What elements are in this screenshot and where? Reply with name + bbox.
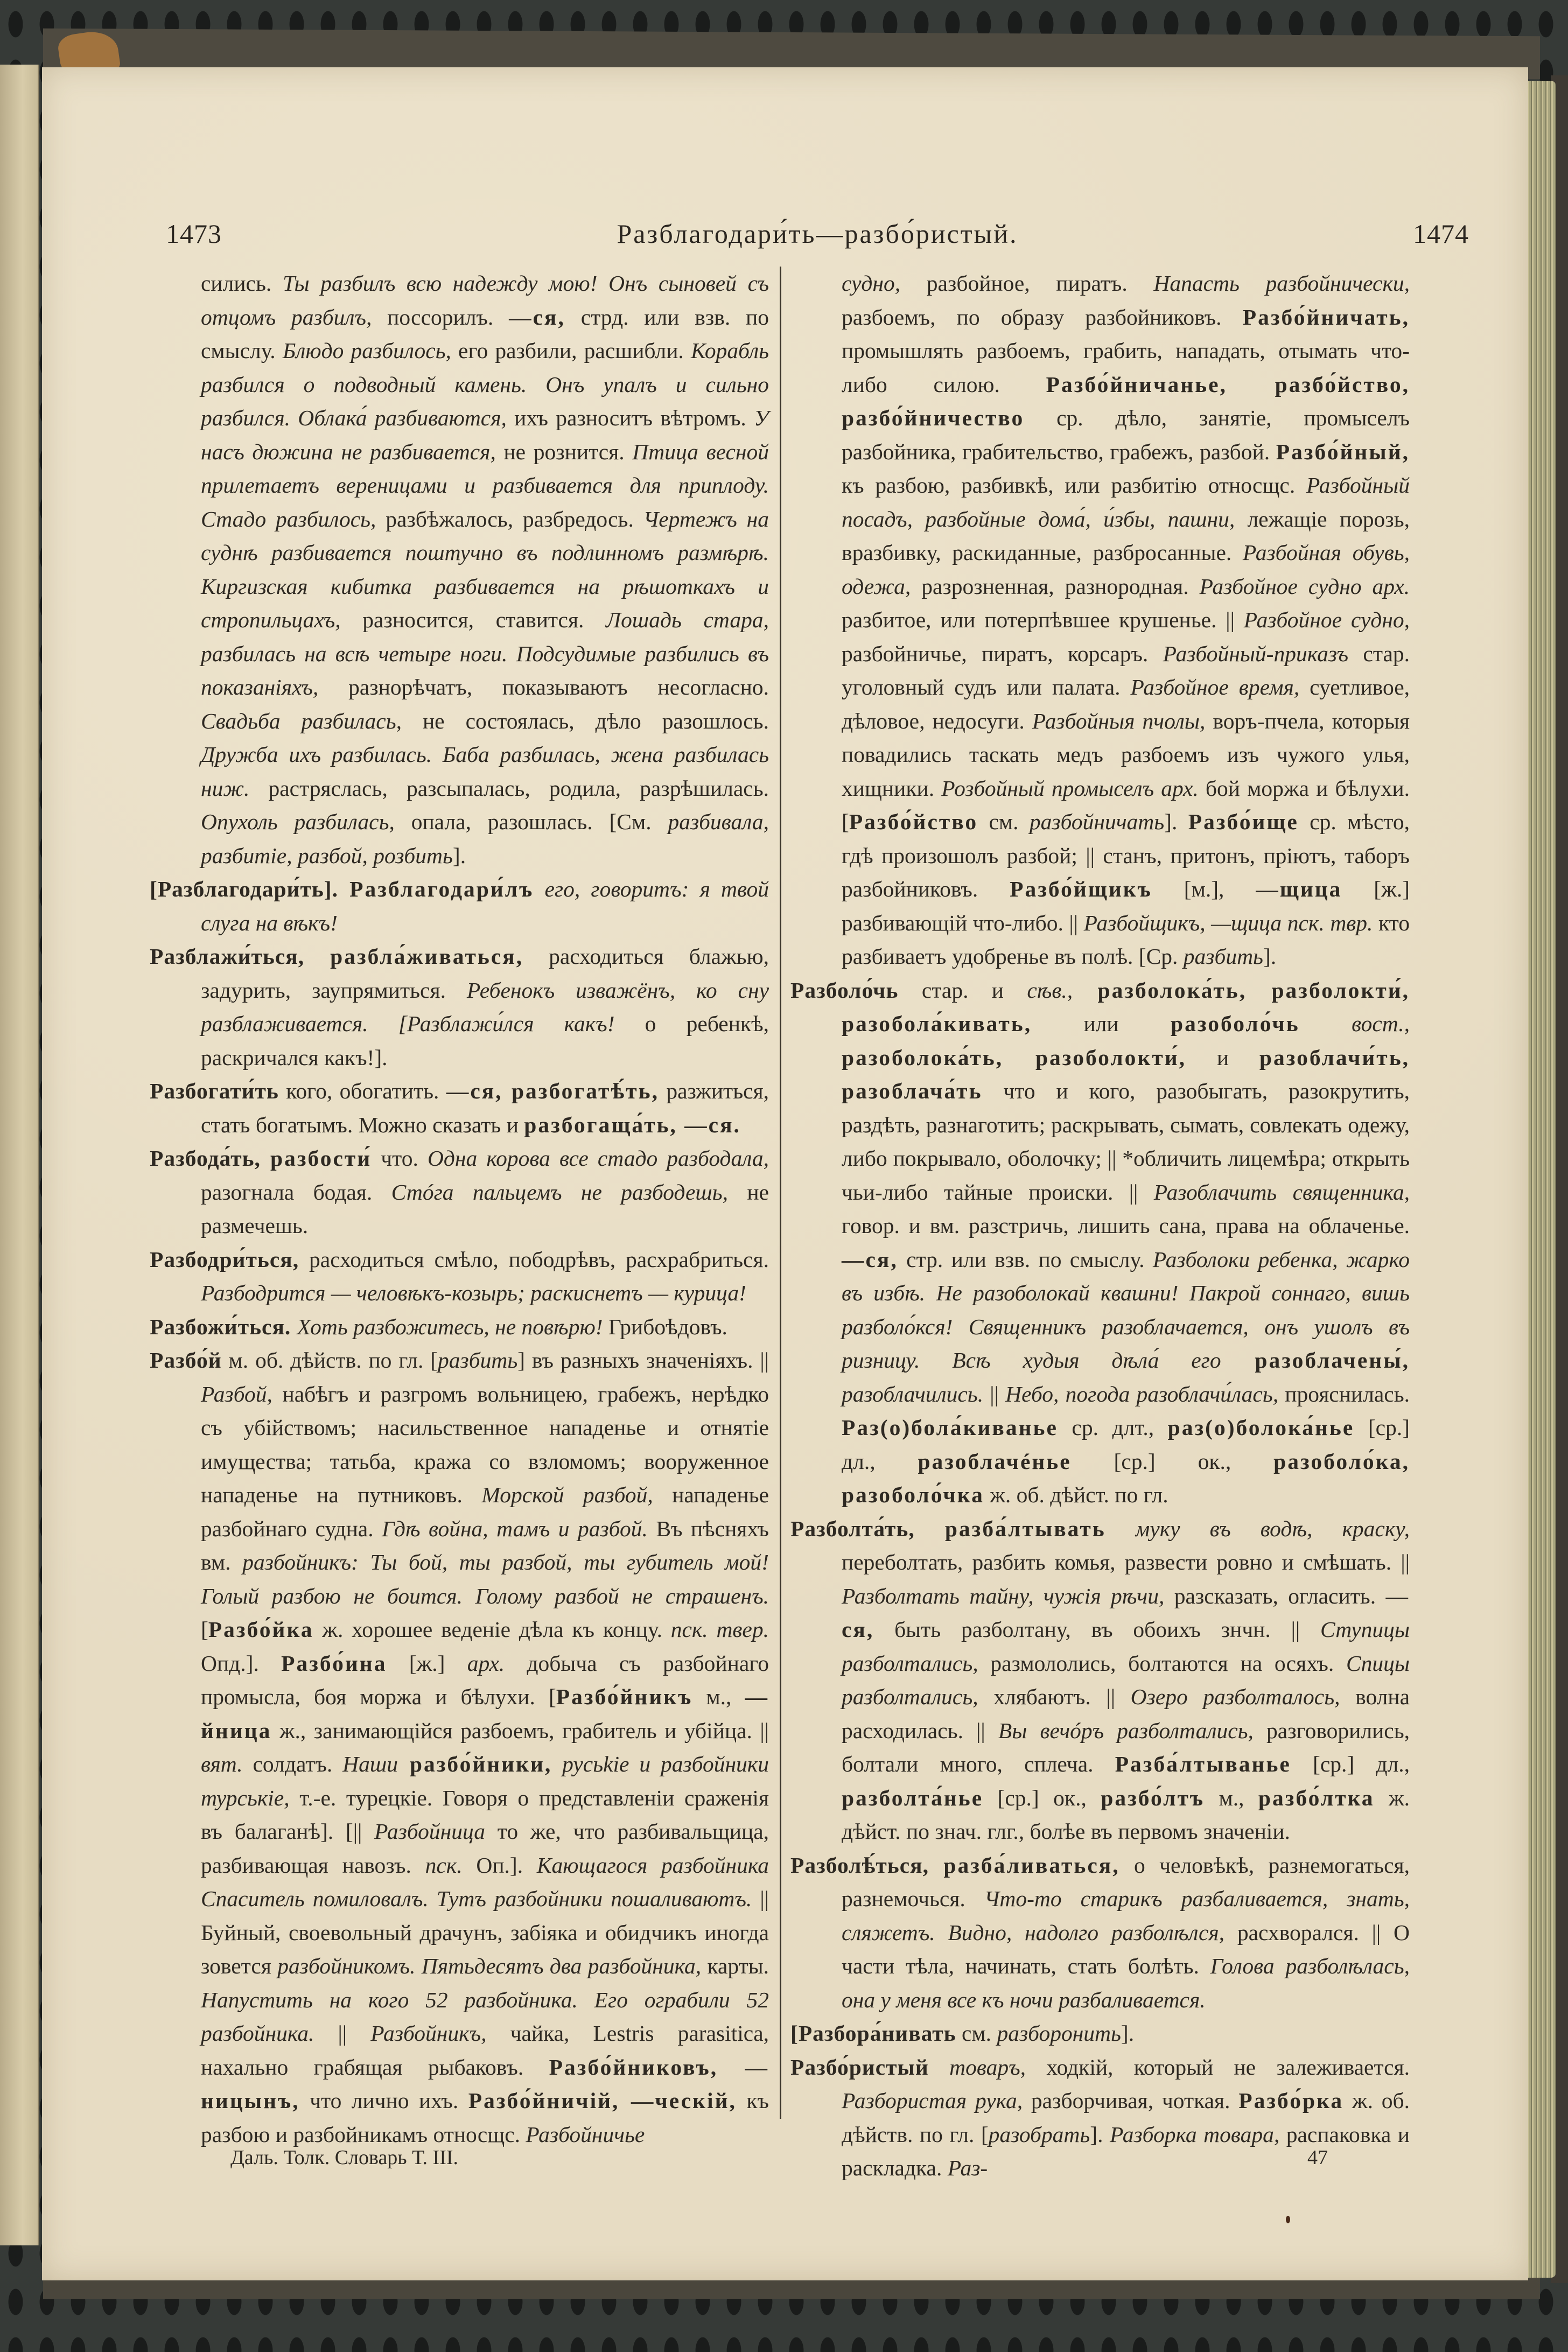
- definition-text: стр. или взв. по смыслу.: [898, 1247, 1153, 1272]
- example-text: Разболоки ребенка, жарко въ избѣ. Не разоболокай квашни! Пакрой соннаго, вишь разболо́кся! Священникъ разоблачается, онъ ушолъ въ ризницу. Всѣ худыя дѣла́ его: [842, 1247, 1410, 1373]
- definition-text: ].: [452, 843, 466, 868]
- example-text: У насъ дюжина не разбивается,: [201, 405, 769, 464]
- page-stack-edges: [1524, 81, 1556, 2278]
- book-cover-bottom: [43, 2278, 1540, 2299]
- example-text: товаръ,: [928, 2054, 1026, 2080]
- example-text: Напустить на кого 52 разбойника. Его ограбили 52 разбойника.: [201, 1987, 769, 2046]
- definition-text: стар. и: [898, 977, 1027, 1003]
- example-text: Разбойный-приказъ: [1163, 641, 1349, 666]
- definition-text: разсказать, огласить.: [1164, 1583, 1386, 1608]
- example-text: Птица весной прилетаетъ вереницами и разбивается для приплоду. Стадо разбилось,: [201, 439, 769, 531]
- derived-form: разба́ливаться,: [943, 1852, 1120, 1878]
- example-text: Корабль разбился о подводный камень. Онъ упалъ и сильно разбился. Облака́ разбиваются,: [201, 338, 769, 430]
- example-text: Разбойное судно: [1199, 573, 1362, 599]
- example-text: Разбойныя пчолы,: [1032, 708, 1206, 733]
- example-text: разбойникъ: Ты бой, ты разбой, ты губитель мой! Голый разбою не боится. Голому разбой не страшенъ.: [201, 1550, 769, 1608]
- definition-text: нападенье разбойнаго судна.: [201, 1482, 769, 1541]
- definition-text: расходиться смѣло, пободрѣвъ, расхрабриться.: [299, 1247, 769, 1272]
- definition-text: [ж.] разбивающій что-либо. ||: [842, 877, 1410, 935]
- example-text: пск.: [425, 1852, 463, 1878]
- headword: Разбодри́ться,: [150, 1247, 299, 1272]
- definition-text: [ср.] дл.,: [842, 1415, 1410, 1474]
- example-text: Разбойникъ,: [370, 2021, 487, 2046]
- definition-text: и: [1186, 1045, 1259, 1070]
- derived-form: Разбо́йничать,: [1242, 304, 1410, 330]
- definition-text: солдатъ.: [242, 1752, 343, 1776]
- example-text: муку въ водѣ, краску,: [1105, 1516, 1410, 1541]
- definition-text: м.,: [692, 1684, 745, 1709]
- headword: Разблажи́ться,: [150, 944, 331, 969]
- headword: [Разбора́нивать: [790, 2021, 956, 2046]
- definition-text: ж. хорошее веденіе дѣла къ концу.: [313, 1617, 671, 1642]
- definition-text: къ разбою, разбивкѣ, или разбитію относщс.: [842, 473, 1307, 498]
- example-text: Морской разбой,: [481, 1482, 653, 1507]
- definition-text: || Буйный, своевольный драчунъ, забіяка и обидчикъ иногда зовется: [201, 1886, 769, 1978]
- definition-text: не состоялась, дѣло разошлось.: [401, 708, 769, 733]
- example-text: Раз-: [947, 2155, 988, 2180]
- example-text: разобрать: [988, 2122, 1090, 2147]
- example-text: Разбой,: [201, 1381, 272, 1406]
- example-text: Лошадь стара, разбилась на всѣ четыре ноги. Подсудимые разбились въ показаніяхъ,: [201, 607, 769, 699]
- definition-text: или: [1032, 1011, 1171, 1036]
- definition-text: ходкій, который не залеживается.: [1026, 2054, 1410, 2080]
- definition-text: переболтать, разбить комья, развести ровно и смѣшать. ||: [842, 1550, 1410, 1574]
- example-text: разбойникомъ. Пятьдесятъ два разбойника,: [277, 1954, 702, 1978]
- definition-text: см.: [956, 2021, 997, 2046]
- derived-form: Разбо́йничій, —ческій,: [468, 2088, 737, 2113]
- definition-text: чайка, Lestris parasitica, нахально грабящая рыбаковъ.: [201, 2021, 769, 2080]
- example-text: разбивала, разбитіе, разбой, розбить: [201, 809, 769, 868]
- entry-continuation: [150, 267, 769, 872]
- derived-form: разбо́йники,: [397, 1752, 552, 1776]
- derived-form: Разбо́йка: [208, 1617, 314, 1642]
- example-text: вят.: [201, 1752, 243, 1776]
- headword: Разболо́чь: [790, 977, 899, 1003]
- definition-text: о ребенкѣ, раскричался какъ!].: [201, 1011, 769, 1070]
- derived-form: разоболока́ть, разоболокти́,: [842, 1045, 1186, 1070]
- dictionary-entry: [790, 2017, 1410, 2050]
- example-text: Голова разболѣлась, она у меня все къ ночи разбаливается.: [842, 1954, 1410, 2012]
- definition-text: карты.: [701, 1954, 769, 1978]
- paper-speck: [1286, 2216, 1290, 2223]
- derived-form: Разбо́ище: [1188, 809, 1299, 834]
- derived-form: разба́лтывать: [944, 1516, 1106, 1541]
- example-text: Розбойный промыселъ: [941, 775, 1154, 801]
- definition-text: прояснилась.: [1278, 1381, 1410, 1406]
- definition-text: не размечешь.: [201, 1179, 769, 1238]
- example-text: разбить: [1183, 944, 1263, 969]
- definition-text: расходиться блажью, задурить, заупрямиться.: [201, 944, 769, 1003]
- definition-text: разбойное, пиратъ.: [900, 271, 1154, 296]
- headword: Разбо́й: [150, 1348, 222, 1373]
- definition-text: разбойничье, пиратъ, корсаръ.: [842, 641, 1163, 666]
- example-text: Что-то старикъ разбаливается, знать, сляжетъ. Видно, надолго разболѣлся,: [842, 1886, 1410, 1945]
- derived-form: —ся,: [509, 304, 565, 330]
- dictionary-entry: [790, 1512, 1410, 1849]
- example-text: Свадьба разбилась,: [201, 708, 402, 733]
- definition-text: не рознится.: [495, 439, 633, 464]
- definition-text: Опд.].: [201, 1650, 282, 1676]
- derived-form: Разбо́йникъ: [556, 1684, 693, 1709]
- definition-text: хлябаютъ. ||: [978, 1684, 1131, 1709]
- derived-form: Раз(о)бола́киванье: [842, 1415, 1058, 1440]
- definition-text: то же, что разбивальщица, разбивающая навозъ.: [201, 1819, 769, 1878]
- definition-text: суетливое, дѣловое, недосуги.: [842, 675, 1410, 733]
- example-text: Наши: [342, 1752, 398, 1776]
- example-text: разборонить: [997, 2021, 1121, 2046]
- definition-text: ].: [1090, 2122, 1110, 2147]
- definition-text: м.,: [1205, 1785, 1258, 1810]
- definition-text: добыча съ разбойнаго промысла, боя моржа и бѣлухи. [: [201, 1650, 769, 1709]
- example-text: ниж.: [201, 775, 250, 801]
- definition-text: говор. и вм. разстричь, лишить сана, права на облаченье.: [842, 1213, 1410, 1238]
- definition-text: промышлять разбоемъ, грабить, нападать, отымать что-либо силою.: [842, 338, 1410, 397]
- dictionary-entry: [150, 1310, 769, 1344]
- page-number-left: 1473: [166, 219, 222, 249]
- example-text: Дружба ихъ разбилась. Баба разбилась, жена разбилась: [201, 742, 769, 767]
- page-number-right: 1474: [1413, 219, 1469, 249]
- left-column: [150, 267, 769, 2151]
- example-text: Одна корова все стадо разбодала,: [427, 1146, 769, 1171]
- example-text: Опухоль разбилась,: [201, 809, 395, 834]
- definition-text: ср. длт.,: [1058, 1415, 1168, 1440]
- definition-text: ихъ разноситъ вѣтромъ.: [506, 405, 754, 430]
- definition-text: [: [201, 1617, 208, 1642]
- example-text: Озеро разболталось,: [1130, 1684, 1340, 1709]
- derived-form: разбо́лтъ: [1101, 1785, 1205, 1810]
- headword: Разболѣ́ться,: [790, 1852, 944, 1878]
- definition-text: [ср.] дл.,: [1291, 1752, 1410, 1776]
- derived-form: Разбо́рка: [1238, 2088, 1344, 2113]
- definition-text: поссорилъ.: [372, 304, 509, 330]
- derived-form: Разбо́йство: [849, 809, 978, 834]
- headword: Разбода́ть,: [150, 1146, 270, 1171]
- derived-form: Разбо́йничанье, разбо́йство, разбо́йничество: [842, 372, 1410, 430]
- example-text: Напасть разбойнически,: [1153, 271, 1410, 296]
- dictionary-entry: [790, 974, 1410, 1512]
- derived-form: Разблагодари́лъ: [349, 877, 534, 901]
- definition-text: кто разбиваетъ удобренье въ полѣ. [Ср.: [842, 910, 1410, 969]
- right-column: [790, 267, 1410, 2185]
- definition-text: къ разбою и разбойникамъ относщс.: [201, 2088, 769, 2147]
- definition-text: сились.: [201, 271, 283, 296]
- derived-form: разболока́ть, разболокти́, разобола́кивать,: [842, 977, 1410, 1036]
- example-text: пск. твер.: [670, 1617, 769, 1642]
- definition-text: разбоемъ, по образу разбойниковъ.: [842, 304, 1243, 330]
- signature-number: 47: [1307, 2146, 1328, 2169]
- definition-text: стар. уголовный судъ или палата.: [842, 641, 1410, 699]
- definition-text: ср. мѣсто, гдѣ произошолъ разбой; || станъ, притонъ, пріютъ, таборъ разбойниковъ.: [842, 809, 1410, 901]
- definition-text: м. об. дѣйств. по гл. [: [221, 1348, 438, 1373]
- definition-text: ].: [1121, 2021, 1135, 2046]
- example-text: Кающагося разбойника Спаситель помиловалъ. Тутъ разбойники пошаливаютъ.: [201, 1852, 769, 1911]
- definition-text: ж. дѣйст. по знач. глг., болѣе въ первомъ значеніи.: [842, 1785, 1410, 1844]
- example-text: разбить: [438, 1348, 518, 1373]
- definition-text: разнорѣчатъ, показываютъ несогласно.: [318, 675, 769, 699]
- definition-text: разносится, ставится.: [340, 607, 606, 632]
- definition-text: [ж.]: [387, 1650, 467, 1676]
- headword: Разбо́ристый: [790, 2054, 929, 2080]
- derived-form: Разбо́йщикъ: [1010, 877, 1152, 901]
- example-text: Разбойничье: [526, 2122, 645, 2147]
- definition-text: ср. дѣло, занятіе, промыселъ разбойника, грабительство, грабежъ, разбой.: [842, 405, 1410, 464]
- dictionary-entry: [790, 1849, 1410, 2017]
- derived-form: Разбо́йниковъ, —ницынъ,: [201, 2054, 769, 2113]
- example-text: арх.: [467, 1650, 505, 1676]
- definition-text: разогнала бодая.: [201, 1179, 391, 1205]
- derived-form: —ся,: [842, 1583, 1410, 1642]
- example-text: разоблачились.: [842, 1381, 984, 1406]
- definition-text: см.: [978, 809, 1030, 834]
- derived-form: —ся,: [842, 1247, 898, 1272]
- example-text: Разбойный посадъ, разбойные дома́, и́збы, пашни,: [842, 473, 1410, 531]
- definition-text: ].: [1263, 944, 1277, 969]
- definition-text: ] въ разныхъ значеніяхъ. ||: [517, 1348, 769, 1373]
- definition-text: что и кого, разобыгать, разокрутить, раздѣть, разнаготить; раскрывать, сымать, совлекать одежу, либо покрывало, оболочку; || *обличить лицемѣра; открыть чьи-либо тайные происки. ||: [842, 1079, 1410, 1205]
- dictionary-entry: [150, 940, 769, 1074]
- definition-text: стрд. или взв. по смыслу.: [201, 304, 769, 363]
- example-text: Гдѣ война, тамъ и разбой.: [382, 1516, 648, 1541]
- example-text: Небо, погода разоблачи́лась,: [1005, 1381, 1279, 1406]
- definition-text: разжиться, стать богатымъ. Можно сказать и: [201, 1079, 769, 1137]
- example-text: арх.: [1154, 775, 1199, 801]
- derived-form: Разбо́йный,: [1276, 439, 1410, 464]
- example-text: арх.: [1361, 573, 1410, 599]
- dictionary-page: [42, 67, 1528, 2280]
- definition-text: Въ пѣсняхъ вм.: [201, 1516, 769, 1574]
- derived-form: разбогаща́ть, —ся.: [524, 1112, 741, 1137]
- example-text: Разбойное судно,: [1243, 607, 1410, 632]
- running-head-title: Разблагодари́ть—разбо́ристый.: [617, 219, 1018, 249]
- example-text: Стóга пальцемъ не разбодешь,: [391, 1179, 728, 1205]
- derived-form: раз(о)болока́нье: [1167, 1415, 1355, 1440]
- dictionary-entry: [150, 1074, 769, 1142]
- definition-text: разбѣжалось, разбредось.: [376, 506, 643, 531]
- derived-form: Разбо́ина: [281, 1650, 387, 1676]
- definition-text: волна расходилась. ||: [842, 1684, 1410, 1743]
- derived-form: разоблачи́ть, разоблача́ть: [842, 1045, 1410, 1103]
- definition-text: его разбили, расшибли.: [451, 338, 691, 363]
- dictionary-entry: [150, 1142, 769, 1243]
- definition-text: опала, разошлась. [См.: [394, 809, 668, 834]
- definition-text: разрозненная, разнородная.: [911, 573, 1200, 599]
- definition-text: Грибоѣдовъ.: [603, 1314, 727, 1339]
- example-text: вост.,: [1299, 1011, 1410, 1036]
- dictionary-entry: [150, 872, 769, 940]
- signature-mark: Даль. Толк. Словарь Т. III.: [230, 2146, 459, 2169]
- definition-text: ||: [314, 2021, 371, 2046]
- example-text: русьkie и разбойники турськіе,: [201, 1752, 769, 1810]
- example-text: Вы вечóръ разболтались,: [998, 1718, 1254, 1743]
- definition-text: бой моржа и бѣлухи. [: [842, 775, 1410, 834]
- derived-form: разоблачены́,: [1221, 1348, 1410, 1373]
- definition-text: лежащіе порозь, вразбивку, раскиданные, разбросанные.: [842, 506, 1410, 565]
- example-text: судно,: [842, 271, 901, 296]
- example-text: Разборка товара,: [1109, 2122, 1280, 2147]
- definition-text: о человѣкѣ, разнемогаться, разнемочься.: [842, 1852, 1410, 1911]
- definition-text: набѣгъ и разгромъ вольницею, грабежъ, нерѣдко съ убійствомъ; насильственное нападенье и отнятіе имущества; татьба, кража со взломомъ; вооруженное нападенье на путниковъ.: [201, 1381, 769, 1507]
- definition-text: ж. об. дѣйст. по гл.: [984, 1482, 1168, 1507]
- running-head: [166, 218, 1469, 256]
- dictionary-entry: [150, 1243, 769, 1310]
- headword: Разболта́ть,: [790, 1516, 945, 1541]
- example-text: Разболтать тайну, чужія рѣчи,: [842, 1583, 1165, 1608]
- definition-text: т.-е. турецкіе. Говоря о представленіи сраженія въ балаганѣ]. [||: [201, 1785, 769, 1844]
- definition-text: что.: [372, 1146, 428, 1171]
- derived-form: —щица: [1256, 877, 1342, 901]
- definition-text: разбитое, или потерпѣвшее крушенье. ||: [842, 607, 1244, 632]
- headword: [Разблагодари́ть].: [150, 877, 350, 901]
- definition-text: что лично ихъ.: [299, 2088, 468, 2113]
- derived-form: —ся, разбогатѣ́ть,: [446, 1079, 659, 1103]
- example-text: Разбойное время,: [1130, 675, 1300, 699]
- example-text: разбойничать: [1029, 809, 1165, 834]
- example-text: Ступицы разболтались,: [842, 1617, 1410, 1676]
- column-divider: [780, 267, 781, 2119]
- definition-text: размололись, болтаются на осяхъ.: [978, 1650, 1346, 1676]
- example-text: Хоть разбожитесь, не повѣрю!: [297, 1314, 603, 1339]
- definition-text: [ср.] ок.,: [1071, 1448, 1274, 1474]
- example-text: Разбойщикъ, —щица: [1083, 910, 1282, 935]
- derived-form: разбла́живаться,: [330, 944, 524, 969]
- definition-text: быть разболтану, въ обоихъ знчн. ||: [874, 1617, 1321, 1642]
- example-text: Блюдо разбилось,: [282, 338, 451, 363]
- derived-form: разболта́нье: [842, 1785, 984, 1810]
- definition-text: ж., занимающійся разбоемъ, грабитель и убійца. ||: [271, 1718, 769, 1743]
- definition-text: расхворался. || О части тѣла, начинать, стать болѣть.: [842, 1920, 1410, 1978]
- example-text: Ребенокъ изважёнъ, ко сну разблаживается. [Разблажи́лся какъ!: [201, 977, 769, 1036]
- derived-form: разоболо́ка, разоболо́чка: [842, 1448, 1410, 1507]
- definition-text: растряслась, разсыпалась, родила, разрѣшилась.: [249, 775, 769, 801]
- entry-continuation: [790, 267, 1410, 974]
- derived-form: разбости́: [270, 1146, 372, 1171]
- definition-text: кого, обогатить.: [278, 1079, 446, 1103]
- definition-text: [м.],: [1152, 877, 1256, 901]
- definition-text: разборчивая, чоткая.: [1023, 2088, 1239, 2113]
- example-text: его, говоритъ: я твой слуга на вѣкъ!: [201, 877, 769, 935]
- example-text: Чертежъ на суднѣ разбивается поштучно въ подлинномъ размѣрѣ. Киргизская кибитка разбивается на рѣшоткахъ и стропильцахъ,: [201, 506, 769, 632]
- definition-text: воръ-пчела, которыя повадились таскать медъ разбоемъ изъ чужого улья, хищники.: [842, 708, 1410, 801]
- example-text: Разбойница: [374, 1819, 485, 1844]
- definition-text: Оп.].: [462, 1852, 537, 1878]
- definition-text: разговорились, болтали много, сплеча.: [842, 1718, 1410, 1776]
- derived-form: разоболо́чь: [1171, 1011, 1300, 1036]
- definition-text: ].: [1164, 809, 1188, 834]
- example-text: Ты разбилъ всю надежду мою! Онъ сыновей съ отцомъ разбилъ,: [201, 271, 769, 330]
- definition-text: ж. об. дѣйств. по гл. [: [842, 2088, 1410, 2147]
- definition-text: ||: [983, 1381, 1006, 1406]
- derived-form: разбо́лтка: [1258, 1785, 1375, 1810]
- headword: Разбожи́ться.: [150, 1314, 297, 1339]
- dictionary-entry: [150, 1343, 769, 2151]
- example-text: Разбойная обувь, одежа,: [842, 540, 1410, 599]
- derived-form: Разба́лтыванье: [1115, 1752, 1291, 1776]
- example-text: Разбодрится — человѣкъ-козырь; раскиснетъ — курица!: [201, 1280, 746, 1305]
- example-text: Разбористая рука,: [842, 2088, 1023, 2113]
- definition-text: распаковка и раскладка.: [842, 2122, 1410, 2180]
- example-text: сѣв.,: [1027, 977, 1073, 1003]
- example-text: Разоблачить священника,: [1153, 1179, 1410, 1205]
- headword: Разбогати́ть: [150, 1079, 279, 1103]
- derived-form: разоблачéнье: [918, 1448, 1072, 1474]
- derived-form: —йница: [201, 1684, 769, 1743]
- example-text: пск. твр.: [1282, 910, 1373, 935]
- definition-text: [ср.] ок.,: [983, 1785, 1101, 1810]
- example-text: Спицы разболтались,: [842, 1650, 1410, 1709]
- previous-page-edge: [0, 65, 39, 2245]
